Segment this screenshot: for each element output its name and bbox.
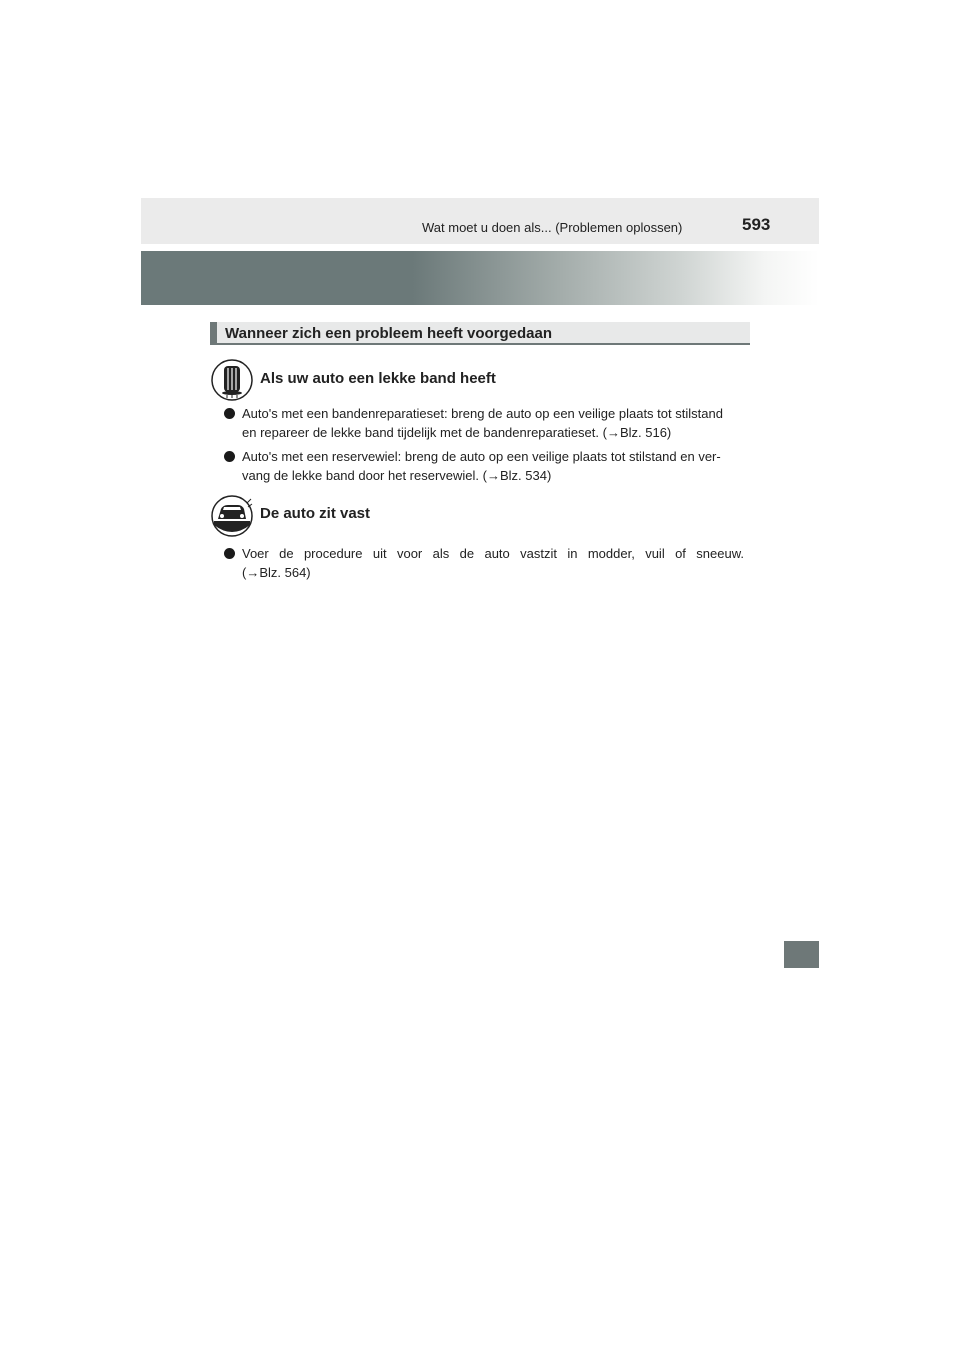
bullet-line: vang de lekke band door het reservewiel. (→Blz. 534) [242, 468, 552, 483]
bullet-line: (→Blz. 564) [242, 565, 311, 580]
section-heading-text: Wanneer zich een probleem heeft voorgedaan [225, 325, 553, 342]
bullet-line: Voer de procedure uit voor als de auto vastzit in modder, vuil of sneeuw. [242, 546, 744, 561]
bullet-line: Auto's met een bandenreparatieset: breng de auto op een veilige plaats tot stilstand [242, 406, 723, 421]
bullet-icon [224, 451, 235, 462]
page-number: 593 [742, 215, 771, 234]
chapter-title: Wat moet u doen als... (Problemen oplossen) [422, 220, 683, 235]
chapter-side-tab [784, 941, 819, 968]
bullet-icon [224, 408, 235, 419]
chapter-banner [141, 251, 819, 305]
section-heading [210, 322, 750, 345]
stuck-car-icon [211, 495, 253, 537]
bullet-icon [224, 548, 235, 559]
subsection-heading-stuck-car: De auto zit vast [260, 505, 371, 522]
bullet-line: en repareer de lekke band tijdelijk met de bandenreparatieset. (→Blz. 516) [242, 425, 672, 440]
flat-tire-icon [211, 359, 253, 401]
subsection-heading-flat-tire: Als uw auto een lekke band heeft [260, 370, 496, 387]
bullet-line: Auto's met een reservewiel: breng de auto op een veilige plaats tot stilstand en ver- [242, 449, 721, 464]
